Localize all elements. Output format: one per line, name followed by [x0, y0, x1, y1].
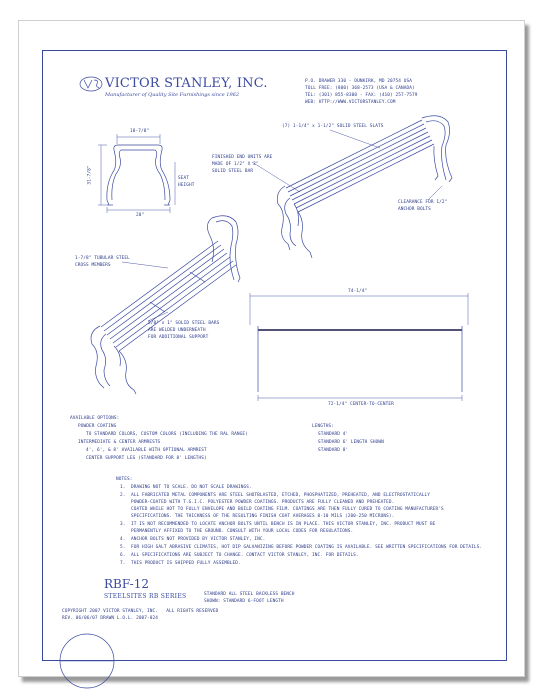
- note-6: 6. ALL SPECIFICATIONS ARE SUBJECT TO CHANGE. CONTACT VICTOR STANLEY, INC. FOR DETAILS.: [120, 553, 359, 558]
- series-name: STEELSITES RB SERIES: [104, 593, 187, 600]
- side-elevation-view: [250, 293, 468, 401]
- description-line-2: SHOWN: STANDARD 6-FOOT LENGTH: [204, 599, 284, 604]
- dim-base-width: 20": [136, 213, 145, 218]
- dim-seat-height-2: HEIGHT: [178, 183, 195, 188]
- bench-perspective-lower: [91, 216, 240, 394]
- contact-line-2: TOLL FREE: (800) 368-2573 (USA & CANADA): [305, 86, 415, 91]
- model-number: RBF-12: [104, 577, 149, 591]
- copyright: COPYRIGHT 2007 VICTOR STANLEY, INC. ALL RIGHTS RESERVED: [62, 609, 219, 614]
- callout-anchor-2: ANCHOR BOLTS: [398, 207, 431, 212]
- callout-end-units-2: MADE OF 1/2" X 2": [212, 162, 259, 167]
- victor-stanley-logo-icon: [80, 77, 102, 91]
- brand-name: VICTOR STANLEY, INC.: [105, 76, 268, 91]
- note-3b: PERMANENTLY AFFIXED TO THE GROUND. CONSULT WITH YOUR LOCAL CODES FOR REGULATIONS.: [120, 529, 354, 534]
- note-2c: COATED WHILE HOT TO FULLY ENVELOPE AND BUILD COATING FILM. COATINGS ARE THEN FULLY CURED TO COATING MANUFACTURER'S: [120, 507, 444, 512]
- contact-line-4: WEB: HTTP://WWW.VICTORSTANLEY.COM: [305, 100, 396, 105]
- callout-tubular-1: 1-7/8" TUBULAR STEEL: [75, 256, 130, 261]
- contact-line-3: TEL: (301) 855-8300 - FAX: (410) 257-7579: [305, 93, 418, 98]
- dim-center-to-center: 72-1/4" CENTER-TO-CENTER: [328, 402, 394, 407]
- note-2a: 2. ALL FABRICATED METAL COMPONENTS ARE STEEL SHOTBLASTED, ETCHED, PHOSPHATIZED, PREHEATED, AND ELECTROSTATICALLY: [120, 493, 431, 498]
- option-armrests-detail: 4', 6', & 8' AVAILABLE WITH OPTIONAL ARMREST: [86, 448, 207, 453]
- callout-bars-2: ARE WELDED UNDERNEATH: [148, 328, 206, 333]
- contact-line-1: P.O. DRAWER 330 - DUNKIRK, MD 20754 USA: [305, 79, 412, 84]
- lengths-heading: LENGTHS:: [312, 424, 334, 429]
- note-5: 5. FOR HIGH SALT ABRASIVE CLIMATES, HOT DIP GALVANIZING BEFORE POWDER COATING IS AVAILABLE. SEE WRITTEN SPECIFICATIONS FOR DETAILS.: [120, 545, 483, 550]
- options-heading: AVAILABLE OPTIONS:: [70, 416, 120, 421]
- dim-height: 31-7/8": [87, 165, 93, 185]
- length-6: STANDARD 6' LENGTH SHOWN: [318, 440, 384, 445]
- option-armrests: INTERMEDIATE & CENTER ARMRESTS: [78, 440, 161, 445]
- note-7: 7. THIS PRODUCT IS SHIPPED FULLY ASSEMBLED.: [120, 561, 241, 566]
- dim-top-width: 18-7/8": [130, 129, 150, 134]
- description-line-1: STANDARD ALL STEEL BACKLESS BENCH: [204, 592, 295, 597]
- note-2b: POWDER-COATED WITH T.G.I.C. POLYESTER POWDER COATINGS. PRODUCTS ARE FULLY CLEANED AND PREHEATED.: [120, 500, 395, 505]
- note-4: 4. ANCHOR BOLTS NOT PROVIDED BY VICTOR STANLEY, INC.: [120, 537, 266, 542]
- option-center-support: CENTER SUPPORT LEG (STANDARD FOR 8' LENGTHS): [86, 456, 207, 461]
- option-powder: POWDER COATING: [78, 424, 117, 429]
- note-2d: SPECIFICATIONS. THE THICKNESS OF THE RESULTING FINISH COAT AVERAGES 8-10 MILS (200-250 MICRONS).: [120, 514, 395, 519]
- callout-end-units-1: FINISHED END UNITS ARE: [212, 155, 273, 160]
- note-1: 1. DRAWING NOT TO SCALE. DO NOT SCALE DRAWINGS.: [120, 485, 252, 490]
- callout-tubular-2: CROSS MEMBERS: [75, 263, 111, 268]
- dim-overall-length: 74-1/4": [348, 289, 368, 294]
- callout-bars-1: 5/8" x 1" SOLID STEEL BARS: [148, 321, 220, 326]
- length-8: STANDARD 8': [318, 448, 349, 453]
- front-elevation-view: [98, 134, 175, 213]
- callout-bars-3: FOR ADDITIONAL SUPPORT: [148, 335, 209, 340]
- callout-slats: (7) 1-1/4" x 1-1/2" SOLID STEEL SLATS: [282, 124, 384, 129]
- callout-end-units-3: SOLID STEEL BAR: [212, 169, 254, 174]
- notes-heading: NOTES:: [116, 477, 133, 482]
- dim-seat-height-1: SEAT: [178, 176, 189, 181]
- revision: REV. 06/06/07 DRAWN L.O.L. 2007-024: [62, 616, 159, 621]
- brand-tagline: Manufacturer of Quality Site Furnishings since 1962: [105, 92, 240, 98]
- note-3a: 3. IT IS NOT RECOMMENDED TO LOCATE ANCHOR BOLTS UNTIL BENCH IS IN PLACE. THIS VICTOR STANLEY, INC. PRODUCT MUST BE: [120, 522, 436, 527]
- bench-perspective-upper: [277, 116, 452, 258]
- callout-anchor-1: CLEARANCE FOR 1/2": [398, 200, 448, 205]
- length-4: STANDARD 4': [318, 432, 349, 437]
- option-powder-detail: TO STANDARD COLORS, CUSTOM COLORS (INCLUDING THE RAL RANGE): [86, 432, 248, 437]
